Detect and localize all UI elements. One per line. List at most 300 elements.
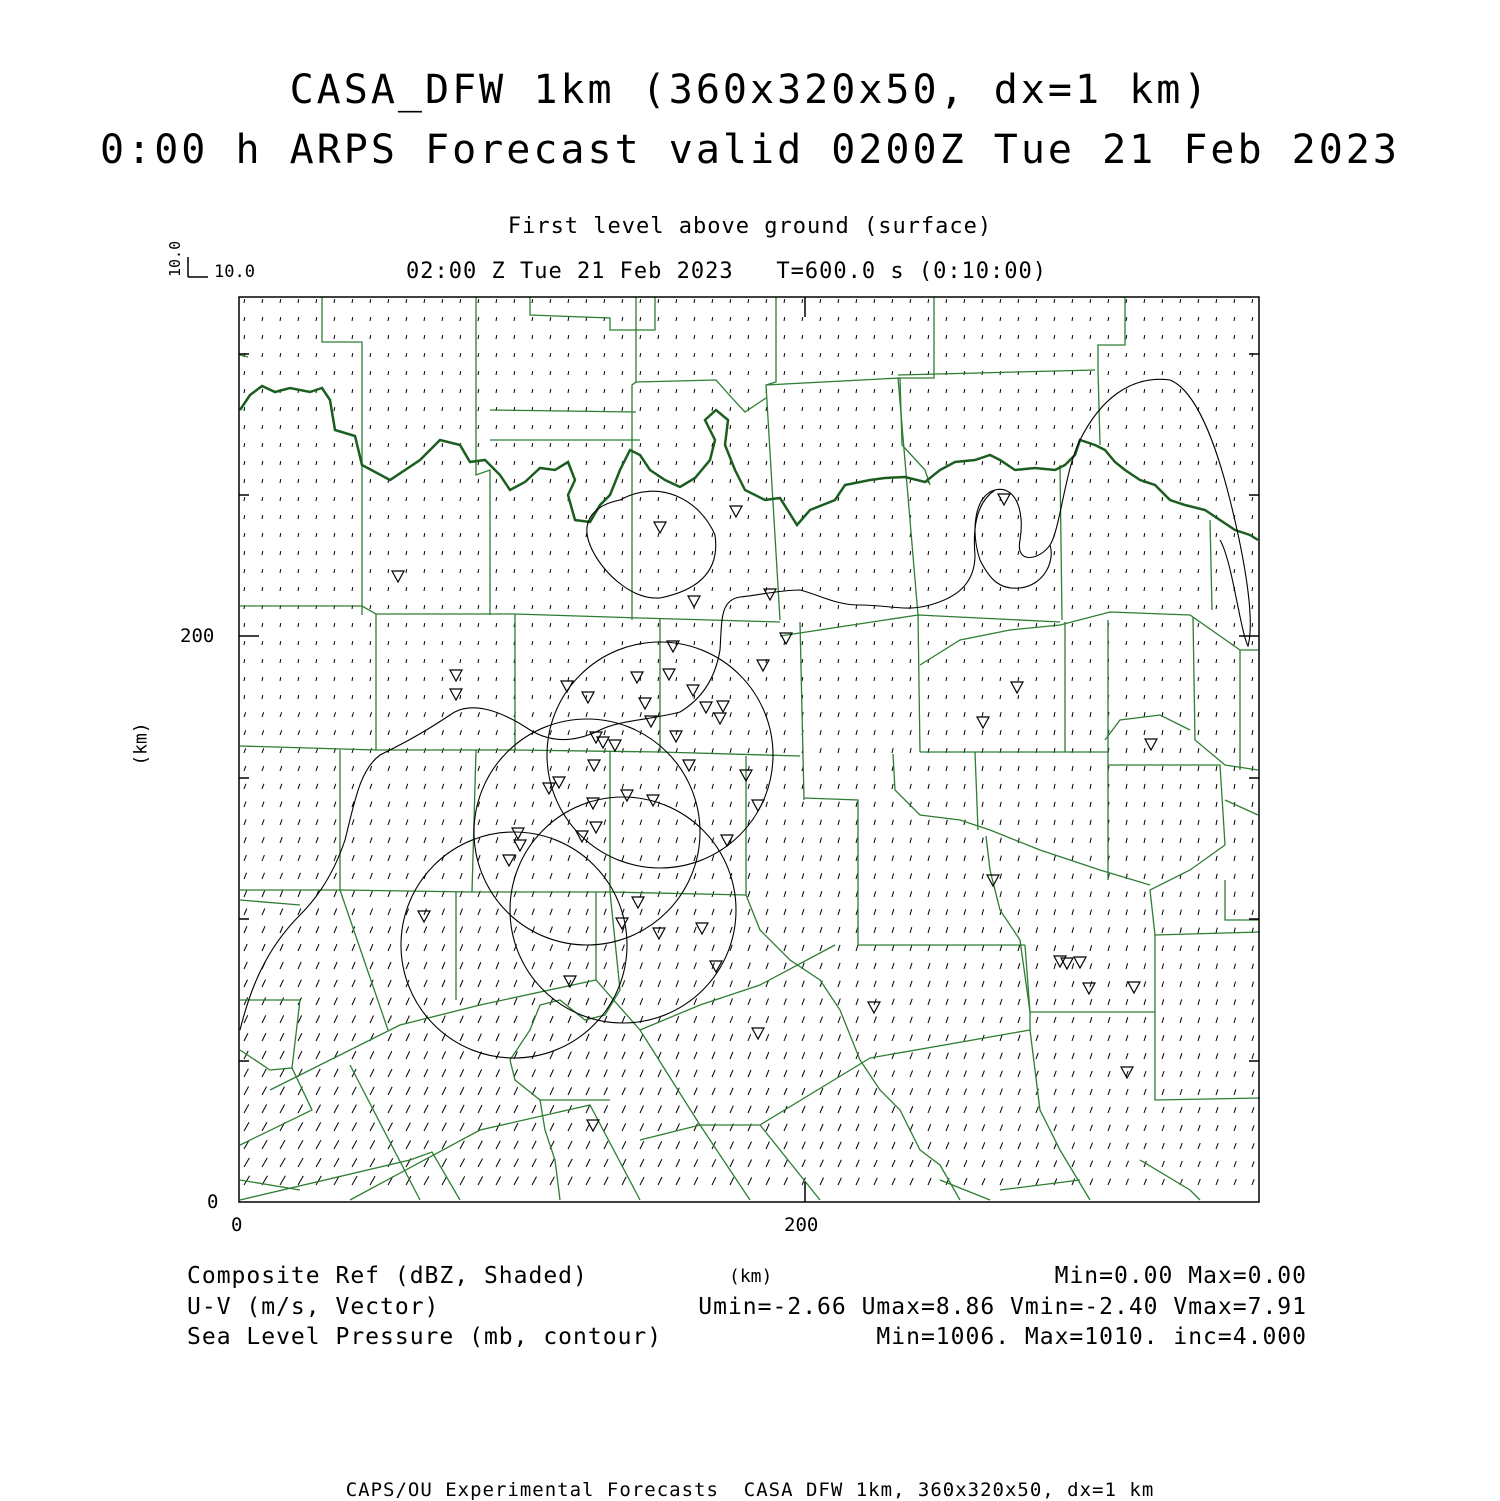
wind-vector [1036,407,1037,411]
wind-vector [1090,299,1091,303]
wind-vector [1216,479,1217,483]
wind-vector [640,766,641,771]
wind-vector [262,998,266,1006]
wind-vector [550,317,551,321]
wind-vector [1198,533,1199,537]
wind-vector [892,515,893,519]
wind-vector [424,605,425,609]
wind-vector [802,407,803,411]
wind-vector [388,873,390,879]
wind-vector [1108,1125,1110,1131]
wind-vector [982,1124,985,1131]
wind-vector [982,1142,985,1149]
wind-vector [442,353,443,357]
wind-vector [280,533,281,537]
wind-vector [568,1087,572,1095]
wind-vector [1216,695,1217,699]
triangle-down-icon [683,760,695,771]
wind-vector [1198,389,1199,393]
wind-vector [640,569,641,573]
wind-vector [1198,1125,1200,1131]
wind-vector [622,605,623,609]
wind-vector [244,1015,248,1023]
wind-vector [1108,353,1109,357]
wind-vector [856,784,857,789]
wind-vector [838,515,839,519]
wind-vector [874,1106,877,1113]
wind-vector [478,569,479,573]
wind-vector [424,712,426,717]
wind-vector [748,855,750,861]
wind-vector [730,479,731,483]
wind-vector [1072,407,1073,411]
wind-vector [244,533,245,537]
wind-vector [262,659,263,663]
wind-vector [406,659,407,663]
wind-vector [982,963,984,969]
wind-vector [1036,605,1037,609]
wind-vector [424,677,425,681]
wind-vector [676,695,677,699]
wind-vector [982,999,984,1005]
wind-vector [658,533,659,537]
wind-vector [1090,407,1091,411]
wind-vector [820,909,822,915]
wind-vector [712,873,714,879]
wind-vector [820,677,821,681]
wind-vector [532,1105,536,1113]
wind-vector [1252,748,1253,753]
wind-vector [622,551,623,555]
wind-vector [550,1177,554,1185]
wind-vector [460,1034,463,1042]
wind-vector [1144,569,1145,573]
wind-vector [892,1035,894,1042]
wind-vector [802,1052,805,1059]
wind-vector [928,677,929,681]
wind-vector [586,641,587,645]
wind-vector [478,766,480,771]
wind-vector [928,802,929,807]
wind-vector [1000,999,1002,1005]
wind-vector [892,551,893,555]
wind-vector [730,317,731,321]
wind-vector [892,730,893,735]
wind-vector [316,1069,320,1077]
wind-vector [244,944,247,951]
wind-vector [244,479,245,483]
wind-vector [568,1070,571,1078]
wind-vector [1036,389,1037,393]
wind-vector [1234,407,1235,411]
wind-vector [946,945,948,951]
wind-vector [1198,659,1199,663]
wind-vector [262,855,264,861]
wind-vector [892,712,893,717]
wind-vector [730,335,731,339]
wind-vector [802,820,804,825]
wind-vector [928,1035,930,1041]
wind-vector [298,569,299,573]
wind-vector [676,443,677,447]
wind-vector [622,1177,626,1185]
wind-vector [1144,425,1145,429]
wind-vector [244,551,245,555]
wind-vector [1072,533,1073,537]
wind-vector [1144,695,1145,699]
wind-vector [1216,1089,1218,1095]
wind-vector [316,1033,320,1041]
wind-vector [352,677,353,681]
wind-vector [406,641,407,645]
wind-vector [1072,1143,1075,1149]
x-tick-0: 0 [231,1214,243,1236]
wind-vector [766,891,768,897]
wind-vector [460,515,461,519]
wind-vector [964,891,966,897]
wind-vector [460,569,461,573]
wind-vector [838,802,839,807]
wind-vector [730,497,731,501]
wind-vector [334,569,335,573]
wind-vector [1090,515,1091,519]
wind-vector [550,479,551,483]
wind-vector [550,1034,553,1041]
wind-vector [1018,641,1019,645]
wind-vector [460,1069,464,1077]
wind-vector [820,371,821,375]
wind-vector [838,784,839,789]
wind-vector [604,425,605,429]
wind-vector [1090,766,1091,771]
wind-vector [388,1051,392,1059]
wind-vector [658,497,659,501]
wind-vector [946,299,947,303]
wind-vector [1000,623,1001,627]
wind-vector [784,730,785,735]
legend-field-2: U-V (m/s, Vector) [187,1294,440,1320]
wind-vector [1216,659,1217,663]
wind-vector [1036,317,1037,321]
wind-vector [1108,1071,1110,1077]
wind-vector [838,1052,841,1059]
wind-vector [604,533,605,537]
wind-vector [1054,1089,1056,1095]
wind-vector [550,461,551,465]
wind-vector [694,784,695,789]
wind-vector [910,587,911,591]
wind-vector [298,623,299,627]
wind-vector [1054,443,1055,447]
wind-vector [892,479,893,483]
wind-vector [694,1088,697,1095]
wind-vector [586,1034,589,1041]
wind-vector [460,944,463,951]
wind-vector [496,766,498,771]
wind-vector [298,748,300,753]
wind-vector [442,299,443,303]
wind-vector [964,1035,966,1041]
wind-vector [352,335,353,339]
wind-vector [1180,407,1181,411]
wind-vector [1162,317,1163,321]
wind-vector [1018,766,1019,771]
wind-vector [748,963,750,969]
wind-vector [1000,569,1001,573]
wind-vector [1234,1000,1236,1006]
wind-vector [1198,856,1199,861]
wind-vector [730,569,731,573]
wind-vector [820,1017,823,1024]
wind-vector [1216,353,1217,357]
wind-vector [1216,551,1217,555]
wind-vector [586,605,587,609]
wind-vector [1162,335,1163,339]
wind-vector [370,784,372,789]
triangle-down-icon [514,840,526,851]
wind-vector [730,695,731,699]
wind-vector [946,909,948,915]
wind-vector [1180,371,1181,375]
wind-vector [478,371,479,375]
wind-vector [244,891,247,897]
wind-vector [1198,479,1199,483]
wind-vector [568,443,569,447]
wind-vector [1108,533,1109,537]
wind-vector [766,1177,770,1185]
wind-vector [262,766,264,771]
wind-vector [1180,820,1181,825]
wind-vector [1252,659,1253,663]
wind-vector [460,998,463,1005]
wind-vector [550,962,553,969]
wind-vector [1252,1143,1254,1149]
wind-vector [820,766,821,771]
wind-vector [856,1106,859,1113]
wind-vector [748,479,749,483]
wind-vector [1036,1107,1038,1113]
wind-vector [1000,1089,1002,1095]
wind-vector [820,353,821,357]
wind-vector [334,1015,338,1023]
wind-vector [640,1159,644,1167]
wind-vector [244,712,246,717]
wind-vector [1036,1017,1038,1023]
wind-vector [910,981,912,987]
wind-vector [316,980,319,987]
wind-vector [784,981,786,987]
wind-vector [352,891,355,897]
wind-vector [568,855,570,861]
wind-vector [586,659,587,663]
wind-vector [460,371,461,375]
wind-vector [982,838,983,843]
triangle-down-icon [609,740,621,751]
wind-vector [532,425,533,429]
wind-vector [874,1160,877,1167]
wind-vector [1018,335,1019,339]
wind-vector [532,641,533,645]
wind-vector [514,1141,518,1149]
wind-vector [316,299,317,303]
wind-vector [298,873,301,879]
wind-vector [244,677,245,681]
wind-vector [424,909,427,915]
triangle-down-icon [714,713,726,724]
wind-vector [748,551,749,555]
wind-vector [856,461,857,465]
wind-vector [1252,1036,1254,1042]
wind-vector [766,695,767,699]
wind-vector [946,479,947,483]
wind-vector [1198,730,1199,735]
wind-vector [712,479,713,483]
wind-vector [784,1160,788,1167]
wind-vector [298,819,300,825]
triangle-down-icon [696,923,708,934]
wind-vector [1162,892,1163,897]
wind-vector [1144,945,1146,951]
wind-vector [928,856,930,862]
wind-vector [982,820,983,825]
wind-vector [1126,353,1127,357]
wind-vector [568,389,569,393]
triangle-down-icon [631,672,643,683]
wind-vector [514,1034,517,1041]
wind-vector [766,1106,769,1113]
wind-vector [334,1122,339,1131]
wind-vector [1018,1053,1020,1059]
wind-vector [370,1140,375,1149]
wind-vector [1054,1161,1057,1168]
wind-vector [1126,1035,1128,1041]
triangle-down-icon [1011,682,1023,693]
wind-vector [442,371,443,375]
wind-vector [388,659,389,663]
wind-vector [838,389,839,393]
wind-vector [514,335,515,339]
wind-vector [1090,999,1092,1005]
wind-vector [730,623,731,627]
wind-vector [442,605,443,609]
wind-vector [280,855,282,861]
wind-vector [1000,891,1002,897]
x-axis-label: (km) [729,1266,773,1287]
wind-vector [388,784,390,789]
wind-vector [892,963,894,969]
wind-vector [910,299,911,303]
wind-vector [694,641,695,645]
wind-vector [766,784,767,789]
wind-vector [334,998,337,1005]
wind-vector [712,1016,715,1023]
wind-vector [460,1105,464,1113]
wind-vector [478,479,479,483]
wind-vector [352,497,353,501]
wind-vector [766,317,767,321]
wind-vector [280,479,281,483]
wind-vector [568,730,569,735]
wind-vector [1198,748,1199,753]
wind-vector [442,837,444,843]
wind-vector [640,837,642,843]
wind-vector [928,1160,931,1167]
wind-vector [982,605,983,609]
wind-vector [1108,1035,1110,1041]
wind-vector [1036,766,1037,771]
wind-vector [496,551,497,555]
wind-vector [406,820,408,826]
wind-vector [1126,802,1127,807]
triangle-down-icon [717,701,729,712]
wind-vector [1144,730,1145,735]
wind-vector [730,1034,733,1041]
wind-vector [514,497,515,501]
wind-vector [532,766,534,771]
wind-vector [820,855,822,861]
wind-vector [496,1123,500,1131]
wind-vector [1216,299,1217,303]
wind-vector [1234,677,1235,681]
wind-vector [604,1034,607,1041]
wind-vector [280,425,281,429]
wind-vector [550,712,552,717]
wind-vector [388,944,391,951]
wind-vector [550,1016,553,1023]
wind-vector [1000,677,1001,681]
wind-vector [280,1087,285,1095]
wind-vector [748,873,750,879]
wind-vector [478,1159,483,1167]
wind-vector [892,677,893,681]
wind-vector [982,945,984,951]
wind-vector [748,425,749,429]
wind-vector [244,389,245,393]
wind-vector [910,677,911,681]
wind-vector [586,909,588,915]
wind-vector [658,407,659,411]
wind-vector [910,1070,913,1077]
wind-vector [604,677,605,681]
wind-vector [1198,838,1199,843]
wind-vector [1000,605,1001,609]
wind-vector [748,461,749,465]
wind-vector [1144,515,1145,519]
wind-vector [1216,605,1217,609]
triangle-down-icon [752,800,764,811]
wind-vector [478,335,479,339]
wind-vector [478,443,479,447]
wind-vector [1108,1089,1110,1095]
wind-vector [1018,623,1019,627]
wind-vector [460,1123,464,1131]
wind-vector [1000,1142,1003,1149]
wind-vector [406,605,407,609]
wind-vector [622,695,623,699]
wind-vector [712,461,713,465]
wind-vector [586,425,587,429]
wind-vector [298,1122,303,1131]
wind-vector [1018,981,1020,987]
wind-vector [460,353,461,357]
wind-vector [874,1017,876,1023]
wind-vector [820,1142,823,1149]
wind-vector [838,873,840,879]
wind-vector [964,443,965,447]
wind-vector [244,819,246,825]
wind-vector [730,659,731,663]
wind-vector [694,1106,697,1113]
